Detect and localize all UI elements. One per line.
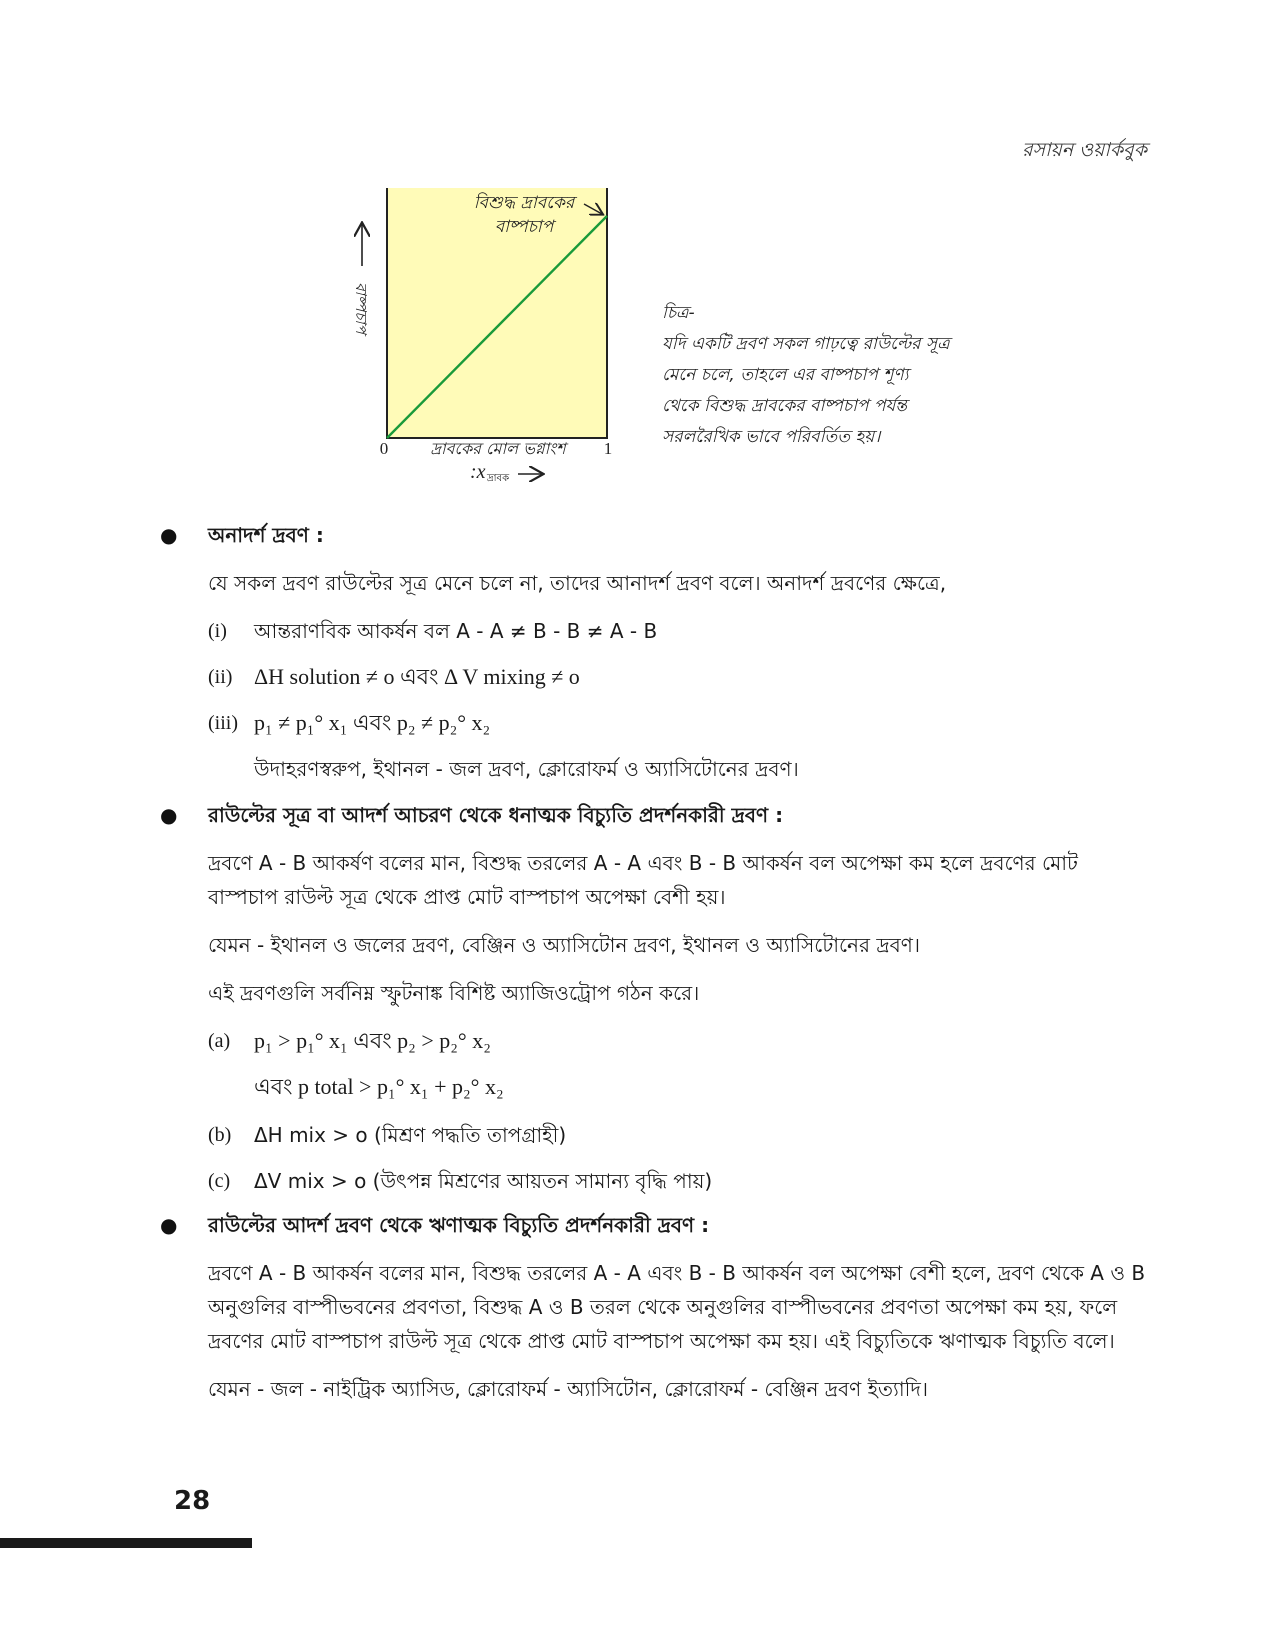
item-text: আন্তরাণবিক আকর্ষন বল A - A ≠ B - B ≠ A - B [254, 619, 658, 643]
paragraph: যে সকল দ্রবণ রাউল্টের সূত্র মেনে চলে না, তাদের আনাদর্শ দ্রবণ বলে। অনাদর্শ দ্রবণের ক্ষেত্রে, [208, 571, 947, 595]
caption-line: সরলরৈখিক ভাবে পরিবর্তিত হয়। [662, 427, 881, 447]
item-label: (c) [208, 1170, 231, 1192]
y-axis-label: বাষ্পচাপ [352, 282, 370, 334]
main-content [160, 520, 1150, 1420]
list-item [208, 1118, 1150, 1152]
list-item [208, 660, 1150, 694]
item-text: ΔH solution ≠ o এবং Δ V mixing ≠ o [254, 664, 580, 689]
list-item [208, 1024, 1150, 1058]
example-text: উদাহরণস্বরুপ, ইথানল - জল দ্রবণ, ক্লোরোফর্ম ও অ্যাসিটোনের দ্রবণ। [254, 757, 799, 781]
item-text: ΔH mix > o (মিশ্রণ পদ্ধতি তাপগ্রাহী) [254, 1123, 567, 1147]
figure-caption [662, 298, 982, 453]
list-item [208, 1164, 1150, 1198]
section-heading-negative-deviation: ● রাউল্টের আদর্শ দ্রবণ থেকে ঋণাত্মক বিচ্যুতি প্রদর্শনকারী দ্রবণ : [160, 1210, 1150, 1240]
item-text: p₁ > p₁° x₁ এবং p₂ > p₂° x₂ [254, 1028, 491, 1053]
section-heading-nonideal: ● অনাদর্শ দ্রবণ : [160, 520, 1150, 550]
item-label: (b) [208, 1124, 232, 1146]
x-symbol: :x [470, 461, 486, 483]
page-header-title: রসায়ন ওয়ার্কবুক [1022, 139, 1147, 161]
item-label: (iii) [208, 712, 238, 734]
page-number: 28 [174, 1486, 211, 1516]
item-text: p₁ ≠ p₁° x₁ এবং p₂ ≠ p₂° x₂ [254, 710, 491, 735]
caption-title: চিত্র- [662, 303, 695, 323]
paragraph: দ্রবণে A - B আকর্ষন বলের মান, বিশুদ্ধ তরলের A - A এবং B - B আকর্ষন বল অপেক্ষা বেশী হলে, দ্রবণ থেকে A ও B অনুগুলির বাস্পীভবনের প্রবণতা, বিশুদ্ধ A ও B তরল থেকে অনুগুলির বাস্পীভবনের প্রবণতা অপেক্ষা কম হয়, ফলে দ্রবণের মোট বাস্পচাপ রাউল্ট সূত্র থেকে প্রাপ্ত মোট বাস্পচাপ অপেক্ষা কম হয়। এই বিচ্যুতিকে ঋণাত্মক বিচ্যুতি বলে। [208, 1261, 1146, 1353]
paragraph: এই দ্রবণগুলি সর্বনিম্ন স্ফুটনাঙ্ক বিশিষ্ট অ্যাজিওট্রোপ গঠন করে। [208, 981, 700, 1005]
item-label: (ii) [208, 666, 233, 688]
x-max-label: 1 [603, 439, 613, 458]
top-label-line2: বাষ্পচাপ [494, 217, 554, 237]
item-text-continued: এবং p total > p₁° x₁ + p₂° x₂ [254, 1074, 504, 1099]
list-item [208, 706, 1150, 740]
top-label-line1: বিশুদ্ধ দ্রাবকের [473, 193, 575, 213]
x-symbol-subscript: দ্রাবক [487, 473, 510, 484]
paragraph: দ্রবণে A - B আকর্ষণ বলের মান, বিশুদ্ধ তরলের A - A এবং B - B আকর্ষন বল অপেক্ষা কম হলে দ্রবণের মোট বাস্পচাপ রাউল্ট সূত্র থেকে প্রাপ্ত মোট বাস্পচাপ অপেক্ষা বেশী হয়। [208, 851, 1078, 909]
section-heading-positive-deviation: ● রাউল্টের সূত্র বা আদর্শ আচরণ থেকে ধনাত্মক বিচ্যুতি প্রদর্শনকারী দ্রবণ : [160, 800, 1150, 830]
x-axis-label: দ্রাবকের মোল ভগ্নাংশ [430, 439, 566, 458]
item-label: (i) [208, 620, 227, 642]
x-min-label: 0 [379, 439, 389, 458]
list-item [208, 614, 1150, 648]
item-text: ΔV mix > o (উৎপন্ন মিশ্রণের আয়তন সামান্য বৃদ্ধি পায়) [254, 1169, 713, 1193]
paragraph: যেমন - ইথানল ও জলের দ্রবণ, বেঞ্জিন ও অ্যাসিটোন দ্রবণ, ইথানল ও অ্যাসিটোনের দ্রবণ। [208, 933, 921, 957]
paragraph: যেমন - জল - নাইট্রিক অ্যাসিড, ক্লোরোফর্ম - অ্যাসিটোন, ক্লোরোফর্ম - বেঞ্জিন দ্রবণ ইত্যাদি। [208, 1377, 929, 1401]
caption-line: মেনে চলে, তাহলে এর বাষ্পচাপ শূণ্য [662, 365, 909, 385]
footer-bar [0, 1538, 252, 1548]
caption-line: থেকে বিশুদ্ধ দ্রাবকের বাষ্পচাপ পর্যন্ত [662, 396, 908, 416]
caption-line: যদি একটি দ্রবণ সকল গাঢ়ত্বে রাউল্টের সূত্র [662, 334, 950, 354]
item-label: (a) [208, 1030, 231, 1052]
